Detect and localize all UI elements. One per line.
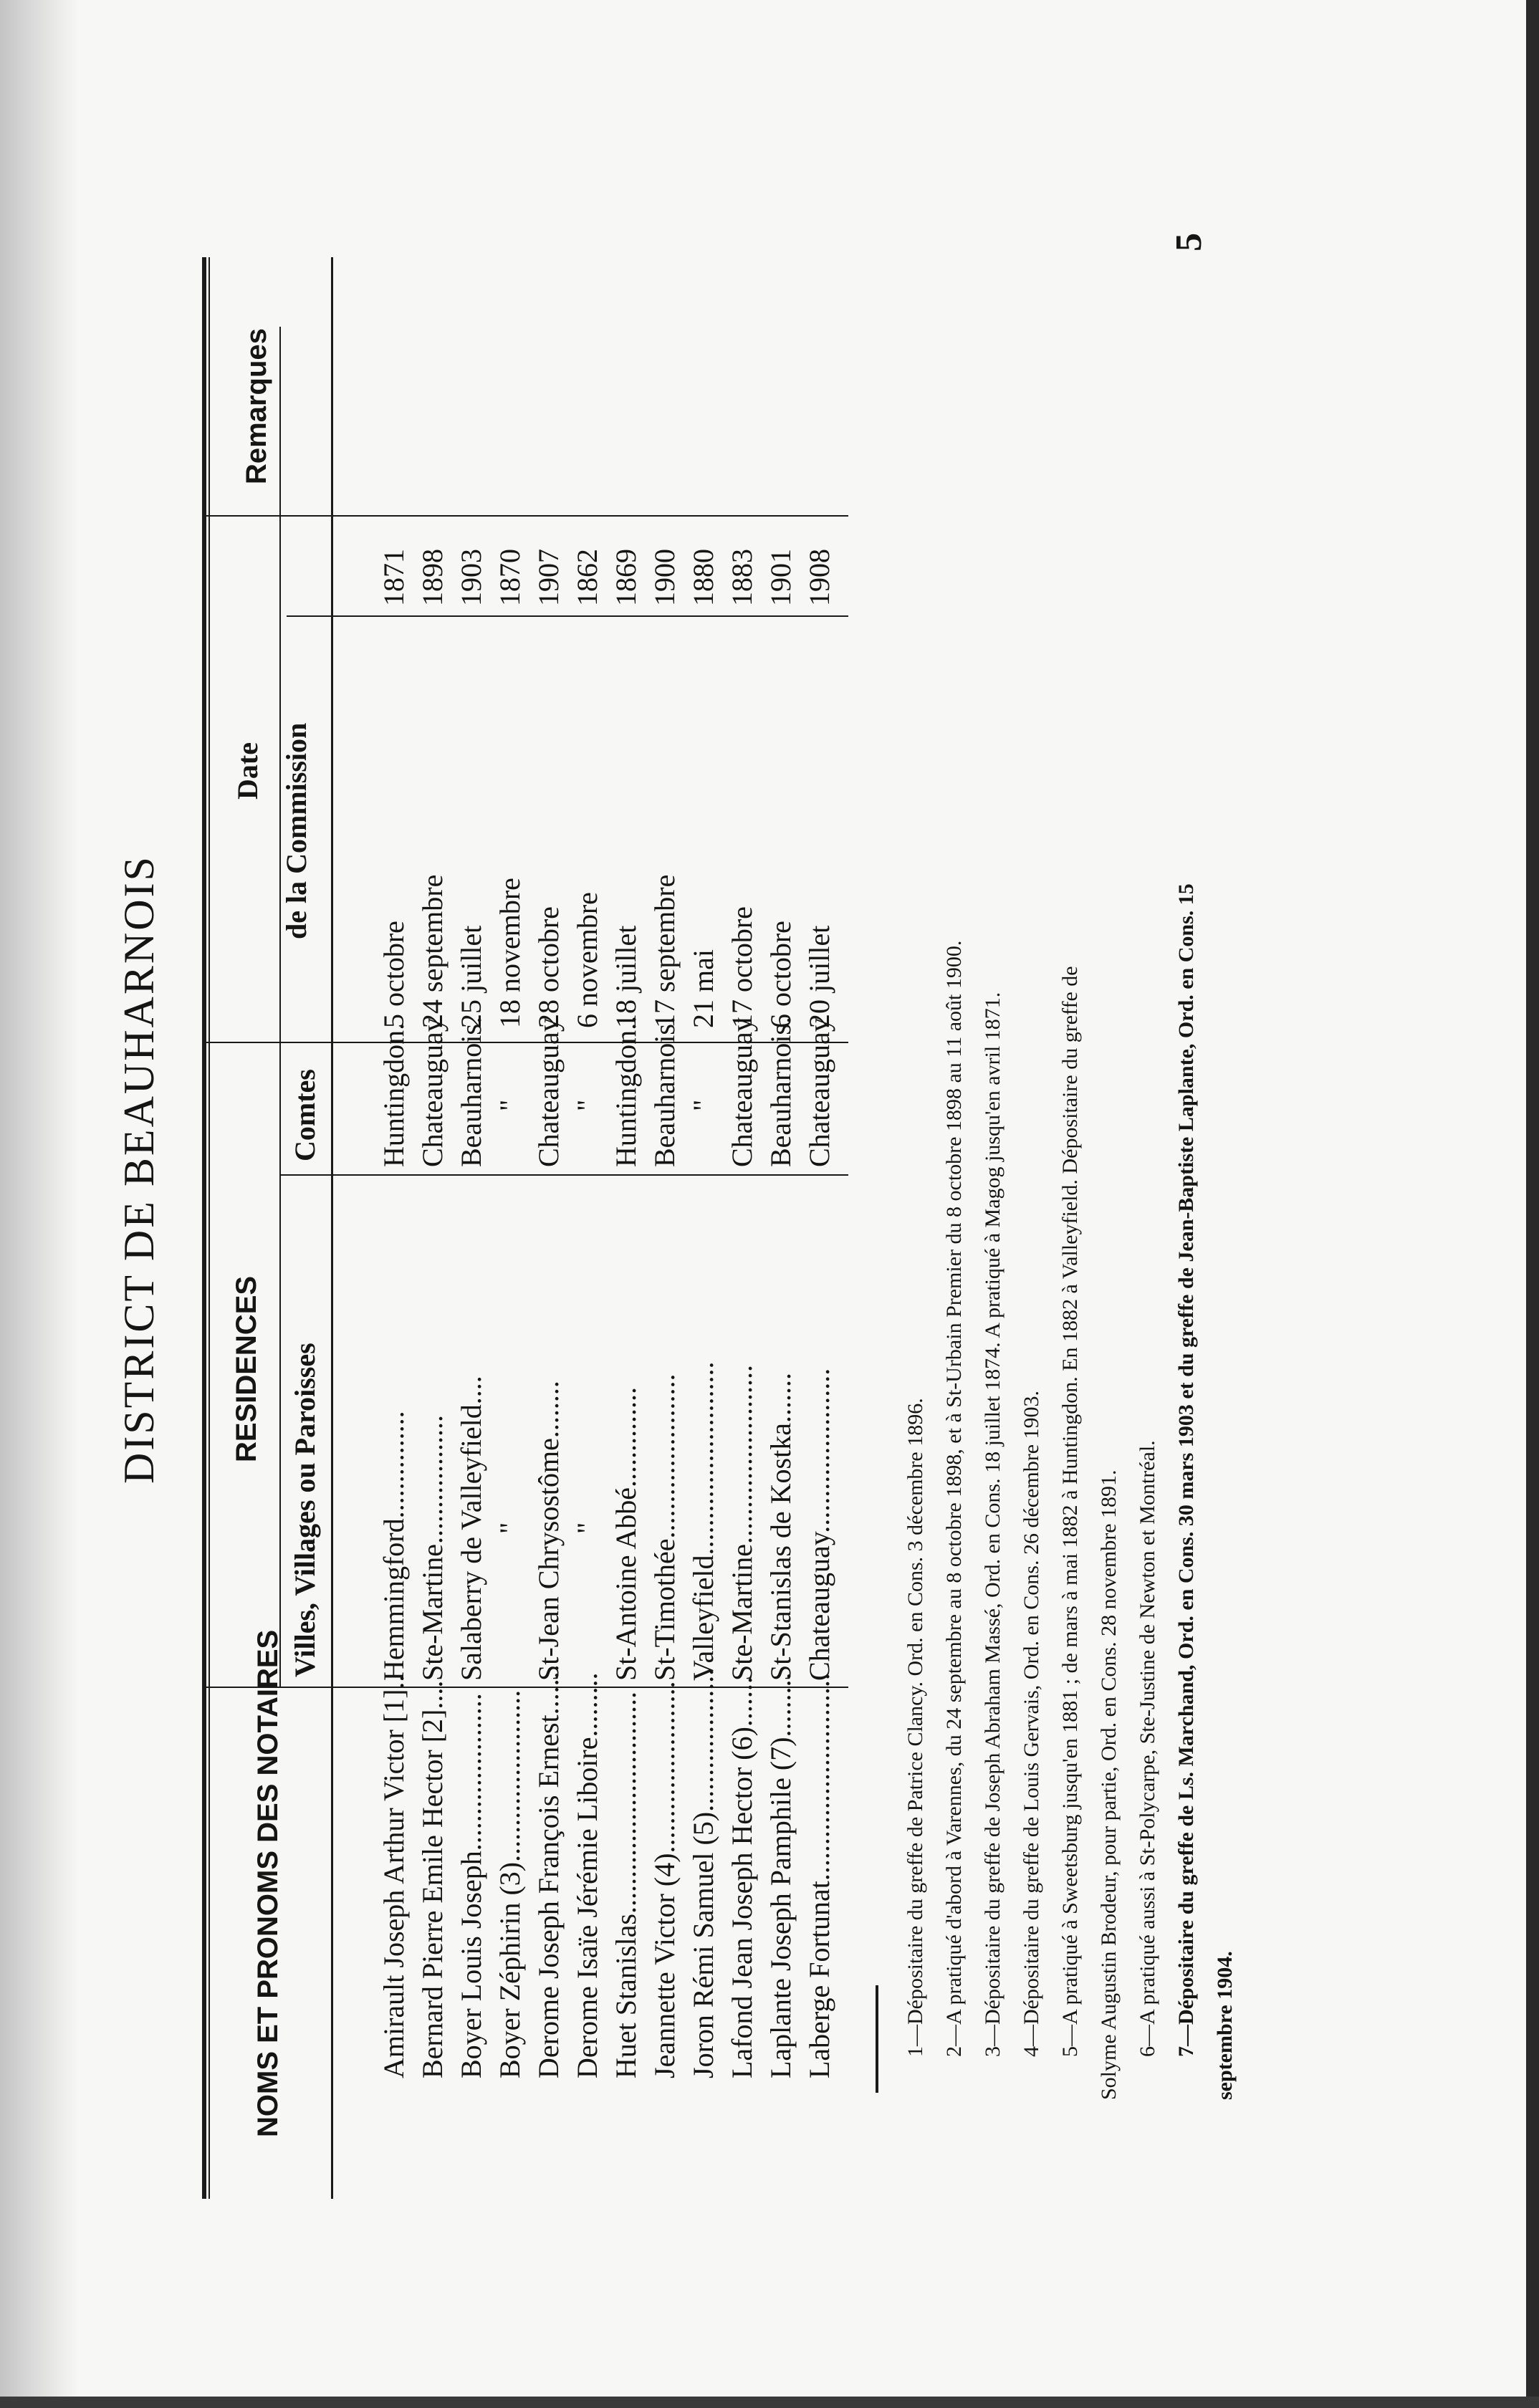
row-county: Chateauguay [803,1017,835,1167]
row-year: 1901 [764,549,797,606]
row-name: Laplante Joseph Pamphile (7)......... [764,1672,797,2078]
header-date-line1: Date [231,742,264,800]
row-name: Bernard Pierre Emile Hector [2].... [416,1680,449,2078]
footnote: 3—Dépositaire du greffe de Joseph Abraham Massé, Ord. en Cons. 18 juillet 1874. A pratiqué à Magog jusqu'en avril 1871. [981,992,1005,2057]
row-county: Beauharnois. [764,1017,797,1167]
footnote-separator [876,1985,878,2093]
row-county: Chateauguay [726,1017,758,1167]
row-name: Huet Stanislas............................... [610,1692,642,2078]
footnote-continuation: Solyme Augustin Brodeur, pour partie, Ord. en Cons. 28 novembre 1891. [1097,1469,1121,2100]
row-year: 1907 [532,549,565,606]
row-date: 5 octobre [378,921,410,1028]
row-year: 1880 [687,549,719,606]
row-year: 1903 [455,549,487,606]
row-residence-ditto: " [494,1522,526,1534]
table-header-rule [331,257,333,2199]
row-year: 1870 [494,549,526,606]
row-residence: Valleyfield........................... [687,1361,719,1681]
row-name: Jeannette Victor (4)........................ [648,1681,681,2078]
row-name: Boyer Zéphirin (3)........................ [494,1689,526,2078]
row-year: 1862 [571,549,603,606]
header-residences: RESIDENCES [231,1275,262,1462]
row-name: Amirault Joseph Arthur Victor [1].. [378,1674,410,2078]
header-names: NOMS ET PRONOMS DES NOTAIRES [252,1629,284,2137]
row-date: 20 juillet [803,925,835,1028]
col-divider-5 [206,515,848,517]
header-date-line2: de la Commission [280,722,312,939]
row-residence: Ste-Martine......................... [726,1364,758,1681]
row-residence: St-Antoine Abbé.............. [610,1387,642,1681]
row-residence: St-Jean Chrysostôme........ [532,1381,565,1681]
row-year: 1900 [648,549,681,606]
row-residence: St-Stanislas de Kostka....... [764,1373,797,1681]
row-name: Derome Joseph François Ernest....... [532,1664,565,2078]
row-county: Huntingdon.. [610,1015,642,1167]
row-county-ditto: " [494,1099,526,1111]
row-county: Beauharnois. [455,1017,487,1167]
footnote: 6—A pratiqué aussi à St-Polycarpe, Ste-Justine de Newton et Montréal. [1136,1440,1159,2057]
row-date: 18 novembre [494,878,526,1028]
residences-subrule [279,993,281,1688]
row-name: Boyer Louis Joseph...................... [455,1693,487,2078]
footnote: 4—Dépositaire du greffe de Louis Gervais, Ord. en Cons. 26 décembre 1903. [1020,1390,1043,2057]
row-residence: Hemmingford............... [378,1411,410,1681]
page-title: DISTRICT DE BEAUHARNOIS [115,855,163,1484]
row-year: 1898 [416,549,449,606]
footnote-bold: 7—Dépositaire du greffe de Ls. Marchand, Ord. en Cons. 30 mars 1903 et du greffe de Jean-Baptiste Laplante, Ord. en Cons. 15 [1174,883,1198,2057]
row-date: 25 juillet [455,925,487,1028]
row-county-ditto: " [687,1099,719,1111]
row-residence: Salaberry de Valleyfield.... [455,1376,487,1681]
row-county: Chateauguay [532,1017,565,1167]
row-residence: St-Timothée....................... [648,1373,681,1681]
row-year: 1908 [803,549,835,606]
col-divider-4 [287,615,848,617]
row-county: Huntingdon. [378,1022,410,1167]
header-villes: Villes, Villages ou Paroisses [289,1343,321,1677]
row-name: Joron Rémi Samuel (5).................... [687,1668,719,2078]
row-residence: Ste-Martine.................. [416,1414,449,1681]
table-top-rule-thin [208,257,210,2199]
row-date: 21 mai [687,949,719,1028]
row-date: 18 juillet [610,925,642,1028]
row-name: Lafond Jean Joseph Hector (6)....... [726,1677,758,2078]
row-residence: Chateauguay....................... [803,1368,835,1681]
footnote: 5—A pratiqué à Sweetsburg jusqu'en 1881 ; de mars à mai 1882 à Huntingdon. En 1882 à Valleyfield. Dépositaire du greffe de [1058,966,1082,2057]
header-remarques: Remarques [241,328,272,484]
row-residence-ditto: " [571,1522,603,1534]
footnote: 2—A pratiqué d'abord à Varennes, du 24 septembre au 8 octobre 1898, et à St-Urbain Premier du 8 octobre 1898 au 11 août 1900. [942,940,966,2057]
row-date: 28 octobre [532,906,565,1028]
row-date: 24 septembre [416,874,449,1028]
row-county-ditto: " [571,1099,603,1111]
page-number: 5 [1169,233,1209,251]
row-name: Derome Isaïe Jérémie Liboire......... [571,1672,603,2078]
row-date: 6 octobre [764,921,797,1028]
footnote-continuation: septembre 1904. [1213,1951,1237,2100]
footnote: 1—Dépositaire du greffe de Patrice Clancy. Ord. en Cons. 3 décembre 1896. [903,1398,927,2057]
row-year: 1869 [610,549,642,606]
row-year: 1871 [378,549,410,606]
row-name: Laberge Fortunat............................. [803,1673,835,2078]
row-year: 1883 [726,549,758,606]
row-date: 17 octobre [726,906,758,1028]
table-top-rule [202,257,206,2199]
col-divider-2 [281,1174,848,1176]
row-county: Beauharnois. [648,1017,681,1167]
row-county: Chateauguay [416,1017,449,1167]
header-comtes: Comtes [289,1069,321,1161]
row-date: 6 novembre [571,892,603,1028]
row-date: 17 septembre [648,874,681,1028]
